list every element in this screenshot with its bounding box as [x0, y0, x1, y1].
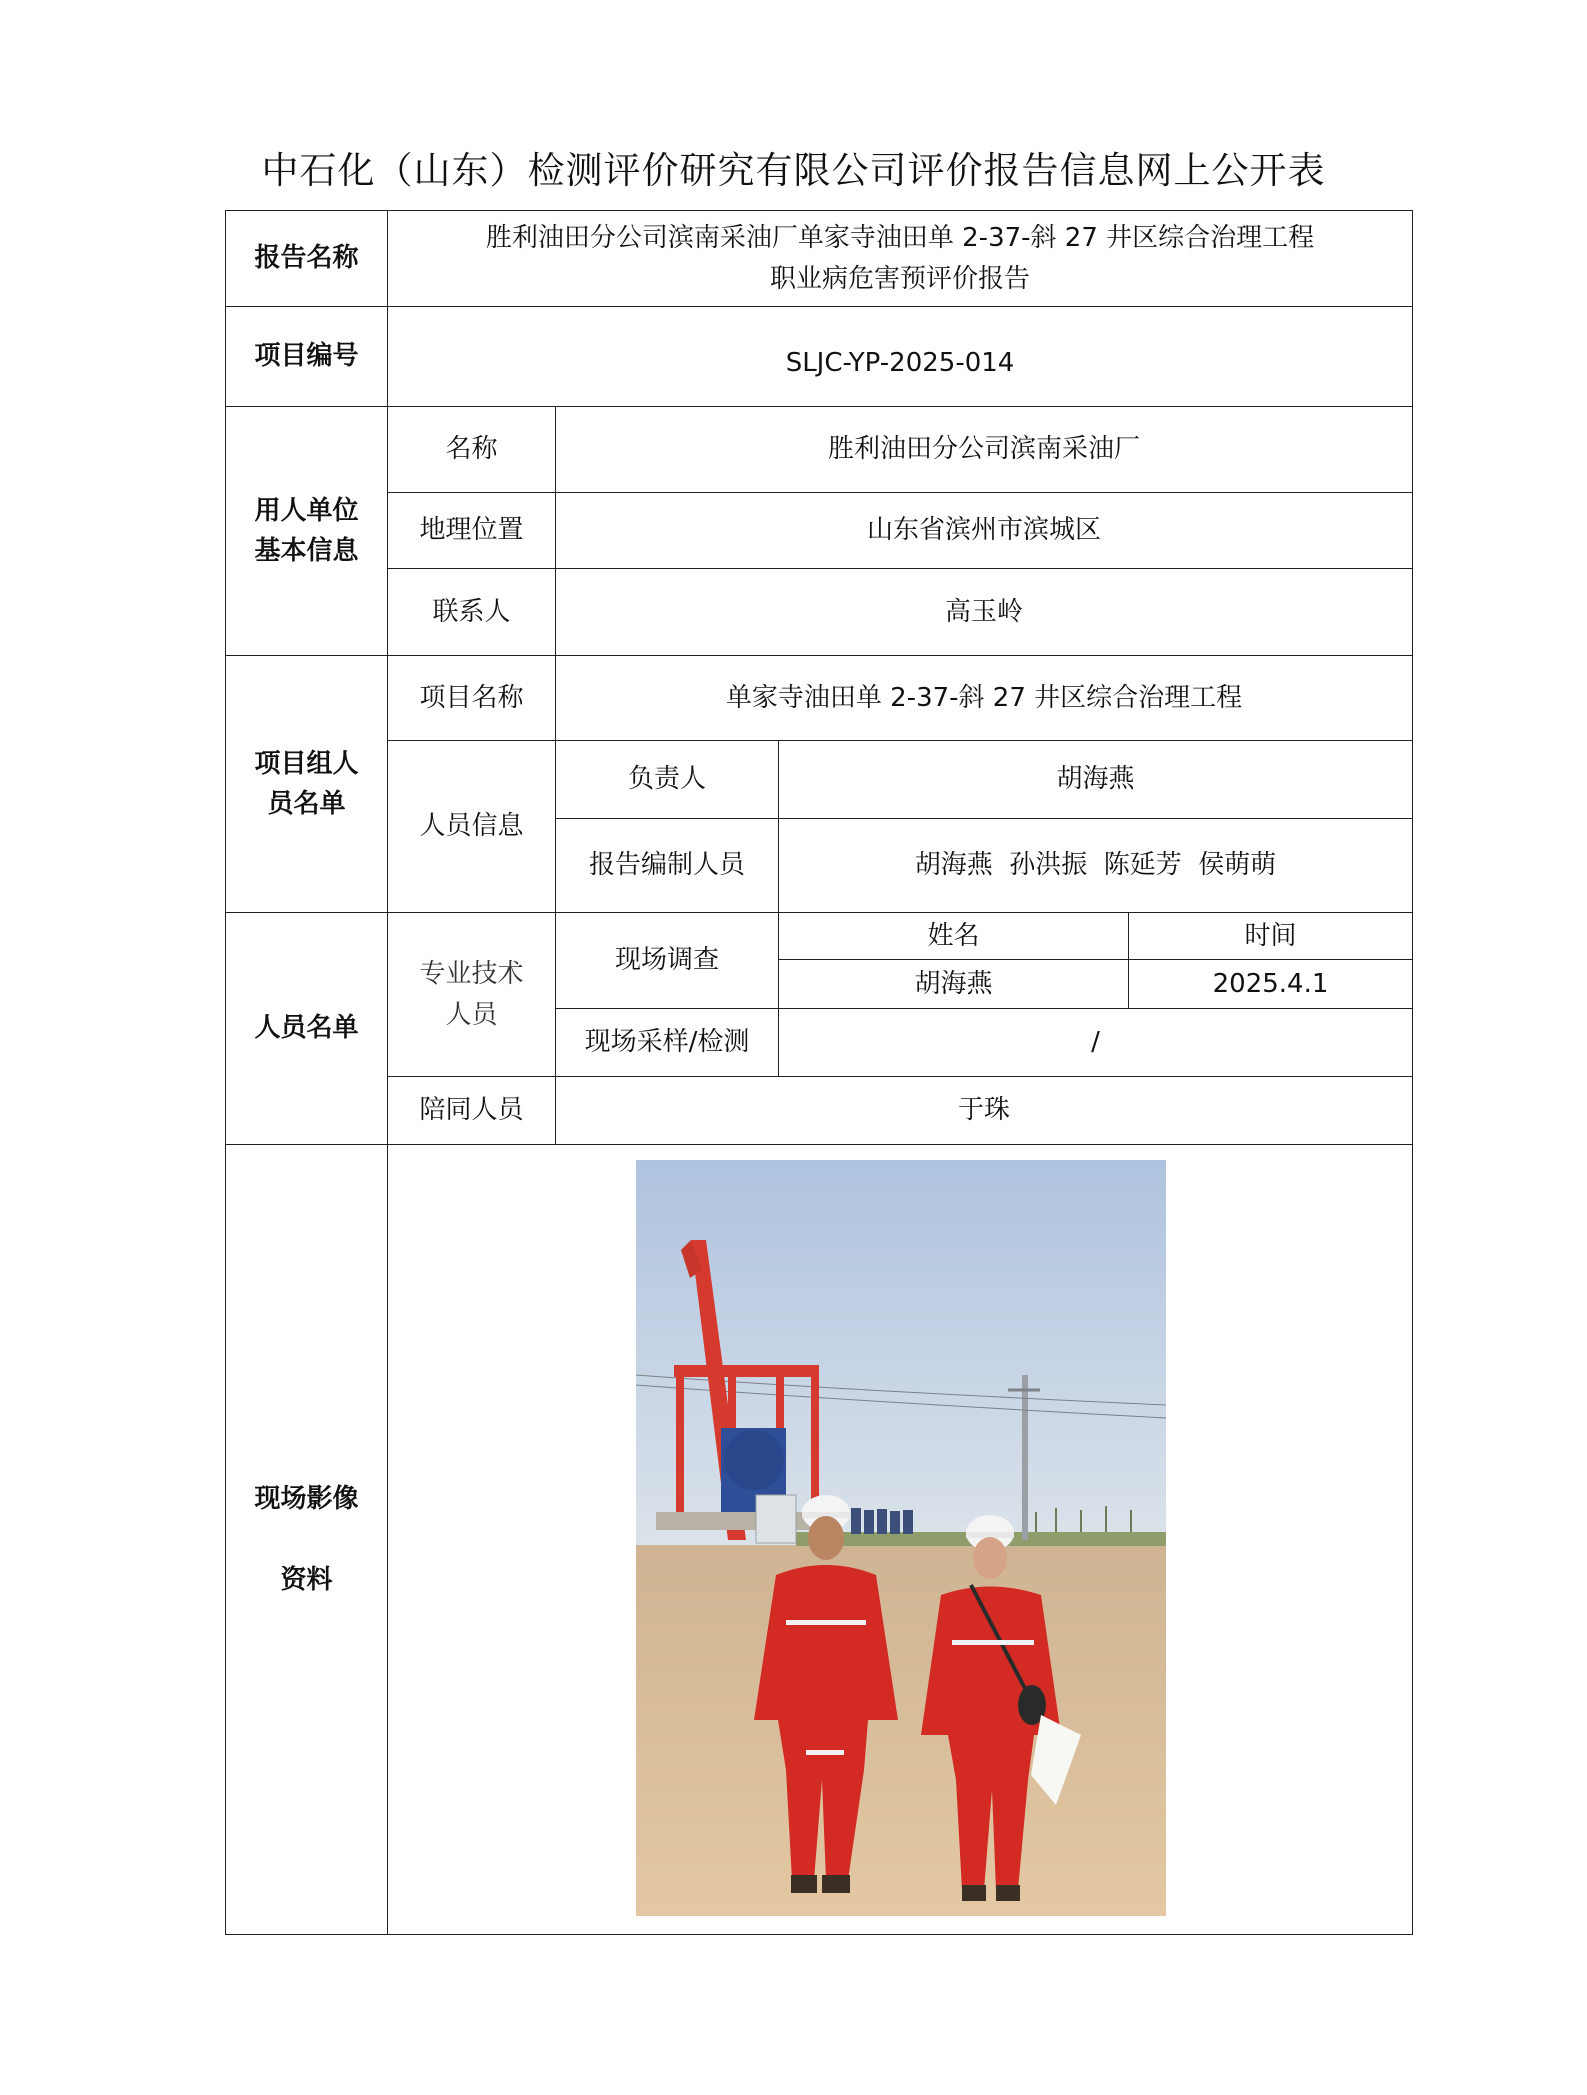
- distant-tanks: [851, 1508, 913, 1534]
- employer-section-label: [226, 407, 388, 656]
- escort-value: 于珠: [556, 1077, 1413, 1145]
- tech-staff-label-line2: 人员: [445, 999, 498, 1030]
- employer-location-label: 地理位置: [388, 493, 556, 569]
- page-title: 中石化（山东）检测评价研究有限公司评价报告信息网上公开表: [261, 149, 1326, 192]
- project-number-label: 项目编号: [226, 307, 388, 407]
- employer-label-line1: 用人单位: [254, 495, 359, 526]
- name-column-header: 姓名: [779, 913, 1129, 960]
- employer-contact-row: [226, 569, 1413, 656]
- employer-contact-value: 高玉岭: [556, 569, 1413, 656]
- site-images-label-line2: 资料: [280, 1564, 333, 1595]
- project-number-value: SLJC-YP-2025-014: [388, 307, 1413, 407]
- site-images-row: [226, 1145, 1413, 1935]
- report-name-label: 报告名称: [226, 211, 388, 307]
- site-photo: [636, 1160, 1166, 1916]
- report-name-line2: 职业病危害预评价报告: [770, 263, 1031, 294]
- site-images-label: [226, 1145, 388, 1935]
- escort-label: 陪同人员: [388, 1077, 556, 1145]
- employer-name-label: 名称: [388, 407, 556, 493]
- project-name-row: [226, 656, 1413, 741]
- report-name-row: [226, 211, 1413, 307]
- employer-name-value: 胜利油田分公司滨南采油厂: [556, 407, 1413, 493]
- site-photo-illustration: [636, 1160, 1166, 1916]
- tech-staff-label: [388, 913, 556, 1077]
- sampling-label: 现场采样/检测: [556, 1009, 779, 1077]
- site-images-label-line1: 现场影像: [254, 1483, 359, 1514]
- employer-location-row: [226, 493, 1413, 569]
- employer-location-value: 山东省滨州市滨城区: [556, 493, 1413, 569]
- survey-date-value: 2025.4.1: [1129, 960, 1413, 1009]
- survey-label: 现场调查: [556, 913, 779, 1009]
- employer-name-row: [226, 407, 1413, 493]
- project-team-section-label: [226, 656, 388, 913]
- report-name-value: [388, 211, 1413, 307]
- sampling-value: /: [779, 1009, 1413, 1077]
- leader-value: 胡海燕: [779, 741, 1413, 819]
- report-name-line1: 胜利油田分公司滨南采油厂单家寺油田单 2-37-斜 27 井区综合治理工程: [485, 223, 1315, 254]
- ground: [636, 1545, 1166, 1916]
- site-photo-cell: [388, 1145, 1413, 1935]
- survey-name-value: 胡海燕: [779, 960, 1129, 1009]
- employer-contact-label: 联系人: [388, 569, 556, 656]
- personnel-info-label: 人员信息: [388, 741, 556, 913]
- leader-row: [226, 741, 1413, 819]
- project-name-value: 单家寺油田单 2-37-斜 27 井区综合治理工程: [556, 656, 1413, 741]
- report-info-table: [225, 210, 1413, 1935]
- survey-header-row: [226, 913, 1413, 960]
- project-name-label: 项目名称: [388, 656, 556, 741]
- time-column-header: 时间: [1129, 913, 1413, 960]
- leader-label: 负责人: [556, 741, 779, 819]
- project-number-row: [226, 307, 1413, 407]
- escort-row: [226, 1077, 1413, 1145]
- project-team-label-line1: 项目组人: [254, 748, 359, 779]
- authors-label: 报告编制人员: [556, 819, 779, 913]
- authors-value: 胡海燕 孙洪振 陈延芳 侯萌萌: [779, 819, 1413, 913]
- personnel-section-label: 人员名单: [226, 913, 388, 1145]
- employer-label-line2: 基本信息: [254, 536, 359, 566]
- project-team-label-line2: 员名单: [267, 789, 346, 819]
- tech-staff-label-line1: 专业技术: [419, 959, 524, 990]
